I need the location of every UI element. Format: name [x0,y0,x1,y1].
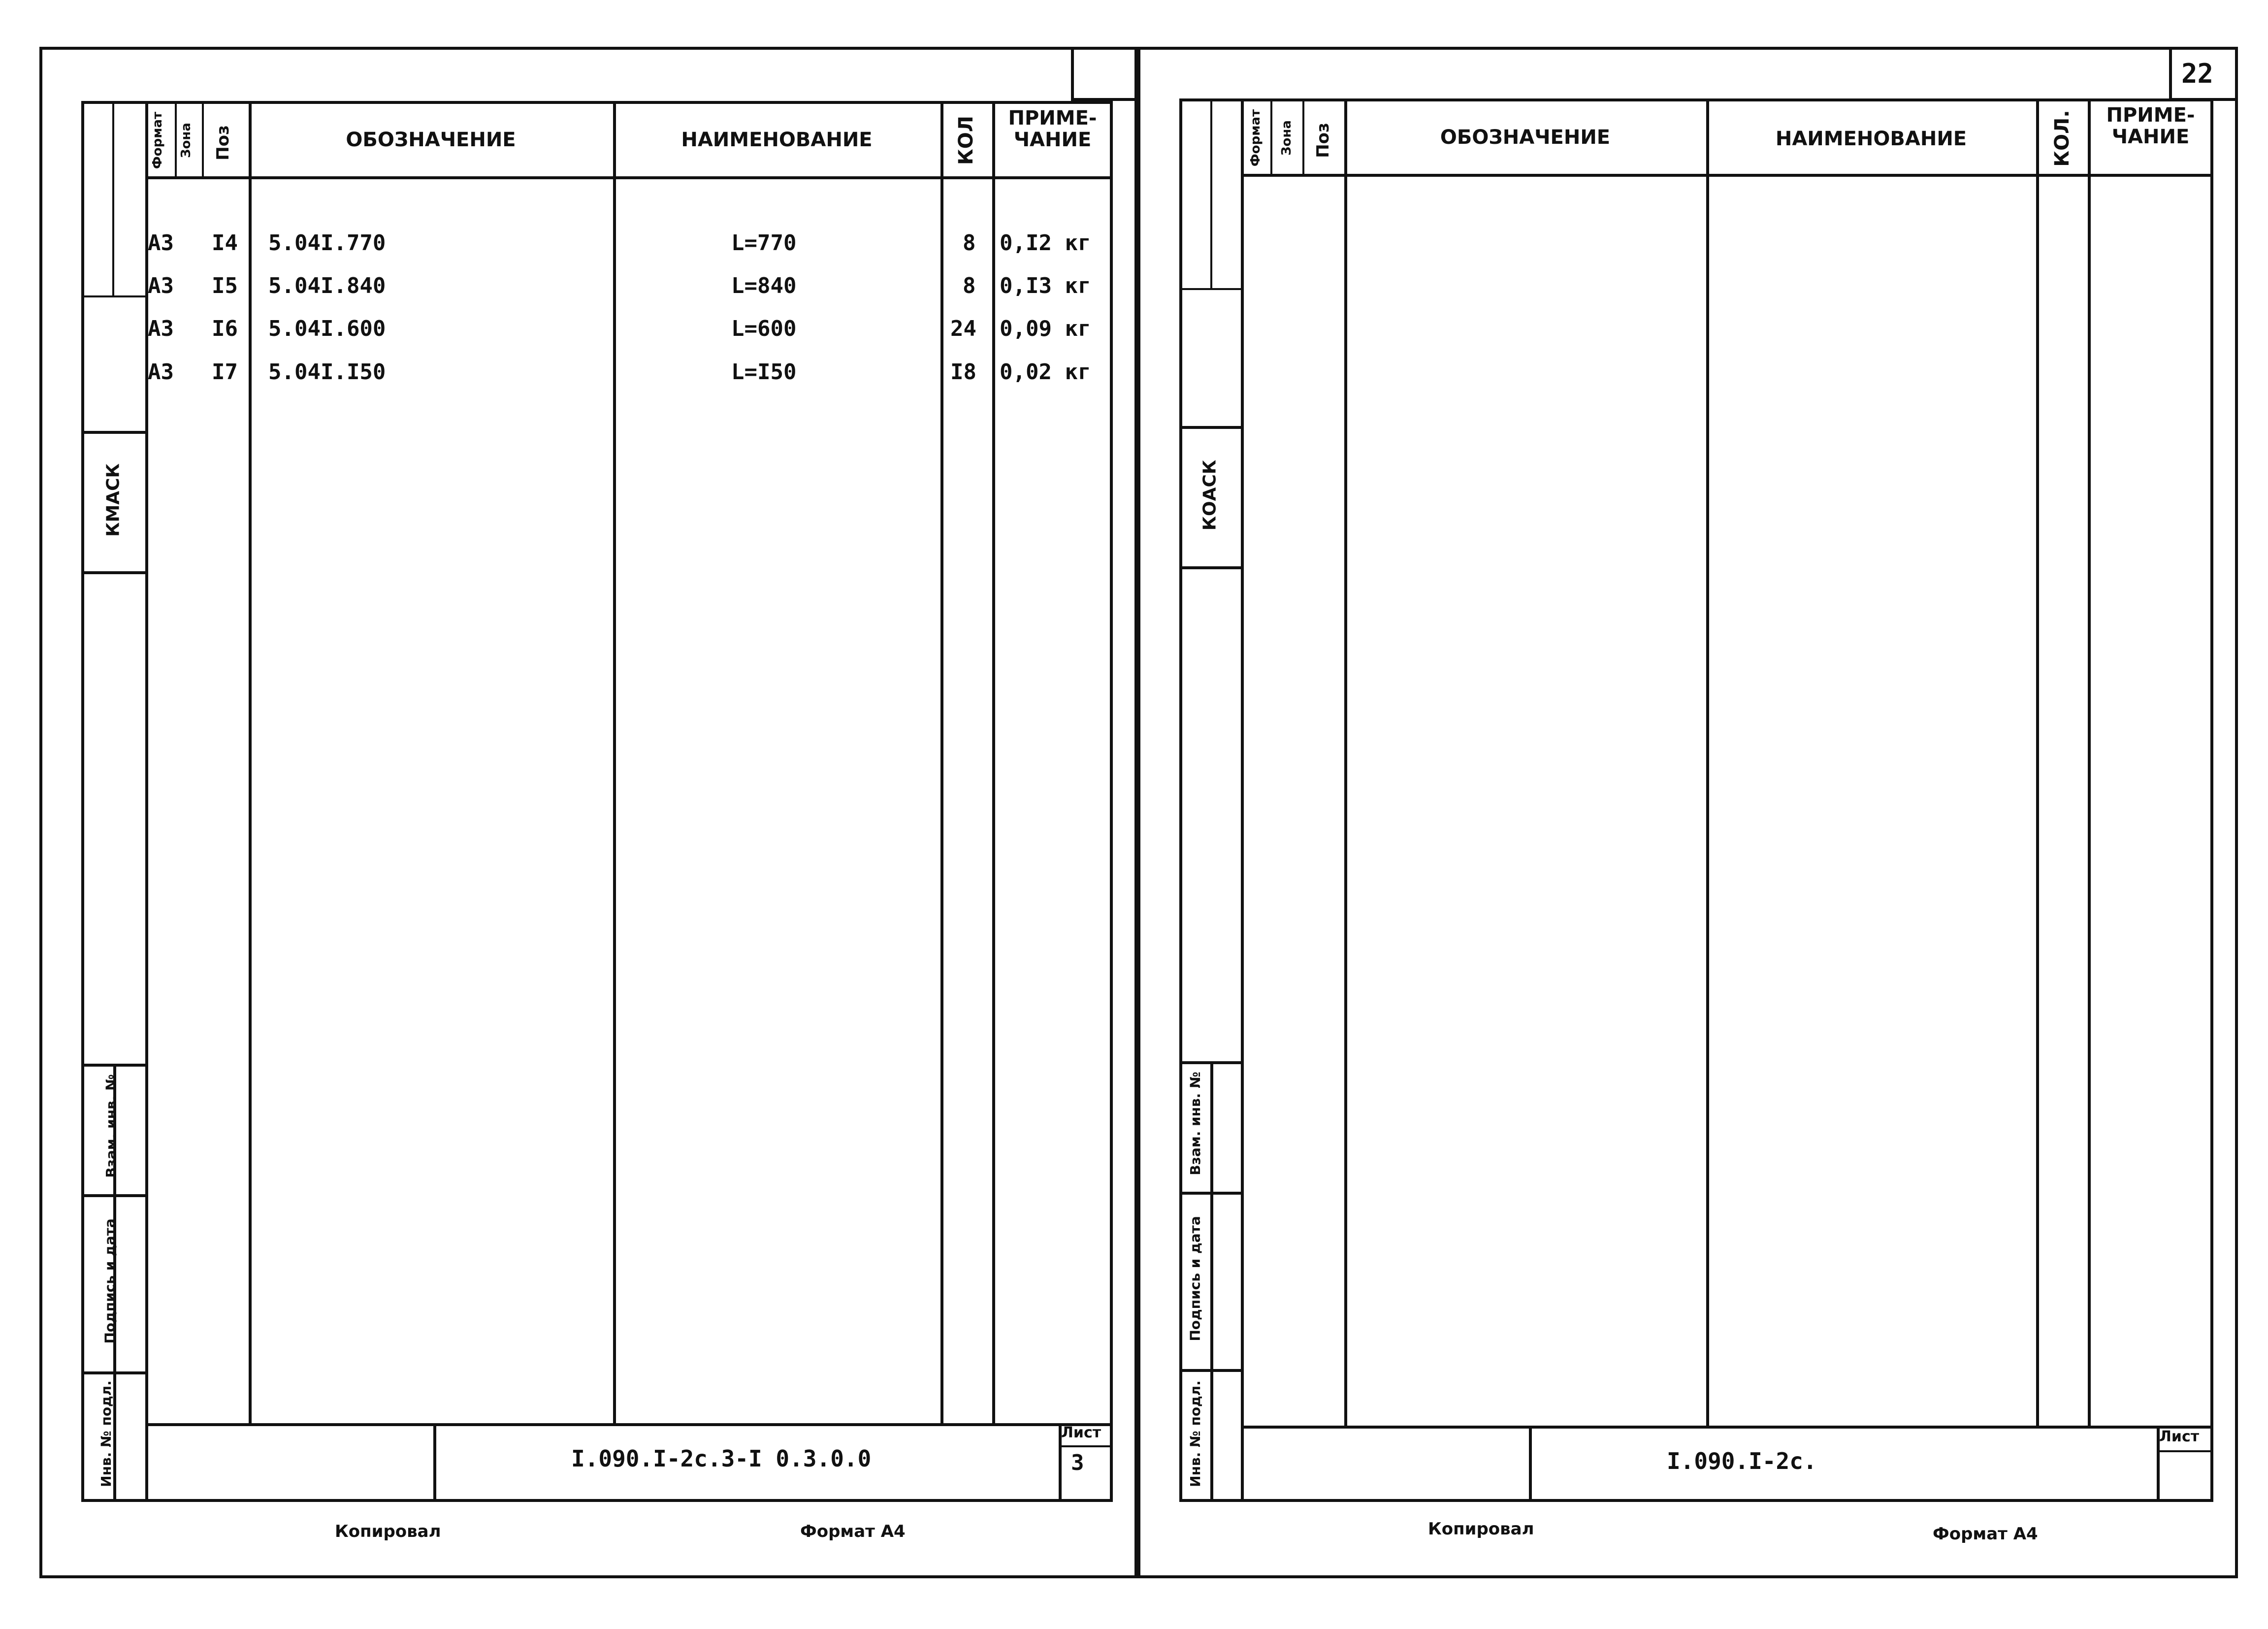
right-col-line [2036,98,2039,1428]
left-side-strip-line [112,101,114,295]
table-row-note: 0,09 кг [1000,316,1091,341]
table-row-pos: I6 [212,316,238,341]
right-title-divider [1529,1426,1532,1502]
right-side-inv: Инв. № подл. [1187,1380,1203,1487]
right-col-line [1706,98,1709,1428]
left-col-line [992,101,995,1426]
right-col-line [1241,98,1244,1428]
right-header-name: НАИМЕНОВАНИЕ [1775,128,1967,150]
left-header-name: НАИМЕНОВАНИЕ [681,129,873,151]
right-side-strip-line [1179,288,1241,290]
left-header-format: Формат [150,111,165,169]
left-side-strip-line [81,431,145,434]
table-row-note: 0,02 кг [1000,359,1091,385]
left-col-line [175,101,177,177]
left-header-zone: Зона [179,123,194,158]
right-spec-table [1179,98,2213,1502]
left-document-code: I.090.I-2с.3-I 0.3.0.0 [571,1445,872,1472]
table-row-name: L=770 [731,230,797,256]
right-side-strip-line [1210,1061,1213,1502]
left-side-inv: Инв. № подл. [98,1380,114,1487]
table-row-qty: 8 [963,230,976,256]
right-side-vzam: Взам. инв. № [1187,1072,1203,1175]
right-header-pos: Поз [1313,123,1333,158]
table-row-designation: 5.04I.840 [268,273,386,298]
left-footer-format: Формат А4 [800,1522,906,1541]
right-col-line [2088,98,2091,1428]
right-header-note: ПРИМЕ- ЧАНИЕ [2106,104,2195,148]
left-side-podpis: Подпись и дата [101,1218,118,1344]
right-side-podpis: Подпись и дата [1187,1216,1203,1341]
left-header-pos: Поз [213,125,233,161]
right-header-qty: КОЛ. [2051,110,2074,167]
table-row-name: L=I50 [731,359,797,385]
right-side-strip-line [1210,98,1212,288]
page-number: 22 [2181,58,2214,89]
table-row-pos: I5 [212,273,238,298]
left-col-line [145,101,148,1426]
left-header-designation: ОБОЗНАЧЕНИЕ [346,129,516,151]
table-row-format: А3 [148,359,174,385]
right-footer-copied: Копировал [1428,1519,1534,1539]
table-row-qty: 24 [950,316,976,341]
left-side-strip-line [81,295,145,297]
table-row-designation: 5.04I.600 [268,316,386,341]
right-header-zone: Зона [1279,120,1294,156]
table-row-pos: I4 [212,230,238,256]
left-title-divider [1059,1445,1113,1447]
table-row-format: А3 [148,316,174,341]
table-row-designation: 5.04I.I50 [268,359,386,385]
table-row-pos: I7 [212,359,238,385]
table-row-name: L=840 [731,273,797,298]
table-row-qty: 8 [963,273,976,298]
right-side-strip-line [1179,566,1241,569]
table-row-format: А3 [148,230,174,256]
right-sheet-label: Лист [2159,1428,2200,1445]
table-row-designation: 5.04I.770 [268,230,386,256]
left-spec-table [81,101,1113,1502]
left-side-stamp: КМАСК [103,463,124,537]
right-col-line [1344,98,1347,1428]
table-row-format: А3 [148,273,174,298]
left-title-divider [433,1423,436,1502]
right-side-strip-line [1179,426,1241,429]
left-header-qty: КОЛ [955,116,977,165]
right-document-code: I.090.I-2с. [1667,1448,1817,1474]
left-side-strip-line [81,571,145,574]
table-row-note: 0,I2 кг [1000,230,1091,256]
left-sheet-label: Лист [1061,1424,1102,1441]
right-col-line [1270,98,1272,175]
right-header-format: Формат [1248,109,1263,167]
left-col-line [249,101,252,1426]
left-side-vzam: Взам. инв. № [103,1074,119,1178]
right-title-divider [2157,1450,2213,1452]
left-footer-copied: Копировал [335,1522,441,1541]
right-col-line [1302,98,1304,175]
right-side-stamp: КОАСК [1199,459,1220,531]
left-corner-box [1071,47,1137,101]
table-row-qty: I8 [950,359,976,385]
left-sheet-number: 3 [1071,1450,1084,1475]
left-col-line [202,101,204,177]
right-header-designation: ОБОЗНАЧЕНИЕ [1440,126,1611,149]
table-row-name: L=600 [731,316,797,341]
table-row-note: 0,I3 кг [1000,273,1091,298]
right-header-divider [1241,174,2213,177]
left-col-line [940,101,943,1426]
left-col-line [613,101,616,1426]
left-header-note: ПРИМЕ- ЧАНИЕ [1008,107,1097,151]
right-footer-format: Формат А4 [1933,1524,2038,1544]
left-header-divider [145,176,1113,179]
